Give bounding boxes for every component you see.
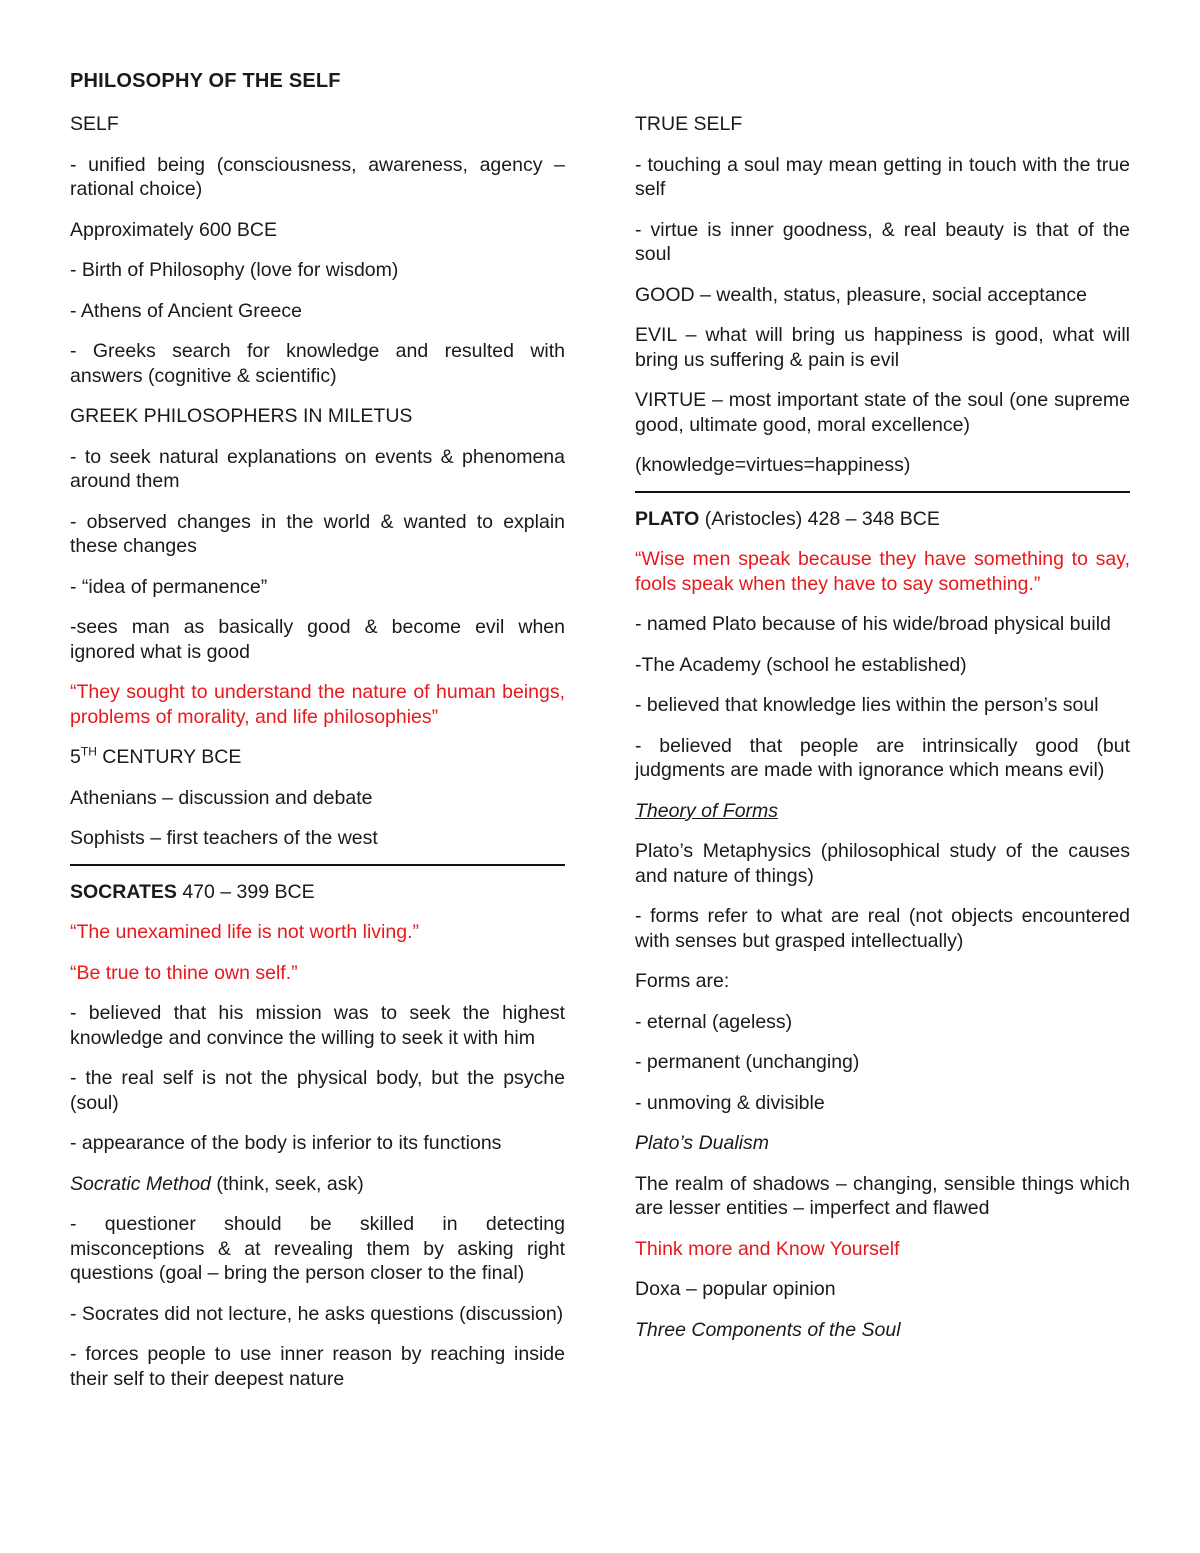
paragraph: - “idea of permanence” <box>70 575 268 598</box>
paragraph: VIRTUE – most important state of the soul (one supreme good, ultimate good, moral excellence) <box>635 389 1130 436</box>
plato-name: PLATO <box>635 507 700 530</box>
paragraph: - believed that people are intrinsically good (but judgments are made with ignorance which means evil) <box>635 734 1130 781</box>
heading-self: SELF <box>70 113 119 135</box>
page-title: PHILOSOPHY OF THE SELF <box>70 70 341 92</box>
paragraph: - Birth of Philosophy (love for wisdom) <box>70 259 399 281</box>
quote: “The unexamined life is not worth living.” <box>70 921 419 943</box>
paragraph: GOOD – wealth, status, pleasure, social acceptance <box>635 283 1087 306</box>
quote: Think more and Know Yourself <box>635 1237 900 1260</box>
heading-plato <box>635 507 1130 532</box>
plato-dates: (Aristocles) 428 – 348 BCE <box>704 507 940 530</box>
heading-theory-of-forms: Theory of Forms <box>635 799 779 822</box>
paragraph: -The Academy (school he established) <box>635 653 967 676</box>
heading-5th-century <box>70 745 565 770</box>
paragraph: Approximately 600 BCE <box>70 218 278 241</box>
heading-socrates <box>70 880 565 905</box>
right-column <box>635 112 1130 1358</box>
socrates-dates: 470 – 399 BCE <box>182 880 315 903</box>
century-label: CENTURY BCE <box>102 746 242 768</box>
socratic-method-desc: (think, seek, ask) <box>216 1172 364 1195</box>
paragraph: - permanent (unchanging) <box>635 1051 860 1073</box>
paragraph: - eternal (ageless) <box>635 1010 793 1033</box>
paragraph: Athenians – discussion and debate <box>70 786 373 809</box>
paragraph: - unified being (consciousness, awareness, agency – rational choice) <box>70 153 565 200</box>
paragraph: - unmoving & divisible <box>635 1091 825 1114</box>
century-number: 5 <box>70 746 81 768</box>
paragraph: - named Plato because of his wide/broad physical build <box>635 613 1111 635</box>
paragraph: The realm of shadows – changing, sensible things which are lesser entities – imperfect and flawed <box>635 1172 1130 1219</box>
paragraph: Forms are: <box>635 970 730 992</box>
paragraph: - Socrates did not lecture, he asks questions (discussion) <box>70 1302 564 1325</box>
socrates-name: SOCRATES <box>70 880 177 903</box>
paragraph: - the real self is not the physical body, but the psyche (soul) <box>70 1067 565 1114</box>
paragraph: -sees man as basically good & become evil when ignored what is good <box>70 616 565 663</box>
section-divider <box>635 491 1130 493</box>
paragraph: - appearance of the body is inferior to its functions <box>70 1132 502 1154</box>
paragraph: Plato’s Metaphysics (philosophical study of the causes and nature of things) <box>635 840 1130 887</box>
paragraph: - virtue is inner goodness, & real beauty is that of the soul <box>635 218 1130 265</box>
paragraph: - believed that his mission was to seek the highest knowledge and convince the willing to seek it with him <box>70 1002 565 1049</box>
paragraph: Doxa – popular opinion <box>635 1278 836 1300</box>
paragraph: - Greeks search for knowledge and resulted with answers (cognitive & scientific) <box>70 340 565 387</box>
heading-platos-dualism: Plato’s Dualism <box>635 1132 770 1154</box>
heading-true-self: TRUE SELF <box>635 113 743 135</box>
paragraph: - forces people to use inner reason by reaching inside their self to their deepest nature <box>70 1343 565 1390</box>
paragraph: - Athens of Ancient Greece <box>70 299 302 322</box>
paragraph: - touching a soul may mean getting in touch with the true self <box>635 153 1130 200</box>
quote: “They sought to understand the nature of human beings, problems of morality, and life philosophies” <box>70 681 565 728</box>
heading-greek-philosophers: GREEK PHILOSOPHERS IN MILETUS <box>70 405 413 427</box>
paragraph: - believed that knowledge lies within the person’s soul <box>635 694 1099 716</box>
paragraph: Sophists – first teachers of the west <box>70 827 378 849</box>
paragraph: - observed changes in the world & wanted to explain these changes <box>70 510 565 557</box>
heading-socratic-method <box>70 1172 565 1197</box>
paragraph: EVIL – what will bring us happiness is good, what will bring us suffering & pain is evil <box>635 324 1130 371</box>
socratic-method-term: Socratic Method <box>70 1172 211 1195</box>
paragraph: (knowledge=virtues=happiness) <box>635 454 911 476</box>
quote: “Wise men speak because they have something to say, fools speak when they have to say something.” <box>635 548 1130 595</box>
paragraph: - forms refer to what are real (not objects encountered with senses but grasped intellectually) <box>635 905 1130 952</box>
quote: “Be true to thine own self.” <box>70 961 298 984</box>
paragraph: - questioner should be skilled in detecting misconceptions & at revealing them by asking right questions (goal – bring the person closer to the final) <box>70 1213 565 1284</box>
left-column <box>70 112 565 1407</box>
paragraph: - to seek natural explanations on events & phenomena around them <box>70 445 565 492</box>
heading-three-components: Three Components of the Soul <box>635 1318 901 1341</box>
section-divider <box>70 864 565 866</box>
century-suffix: TH <box>80 744 97 759</box>
